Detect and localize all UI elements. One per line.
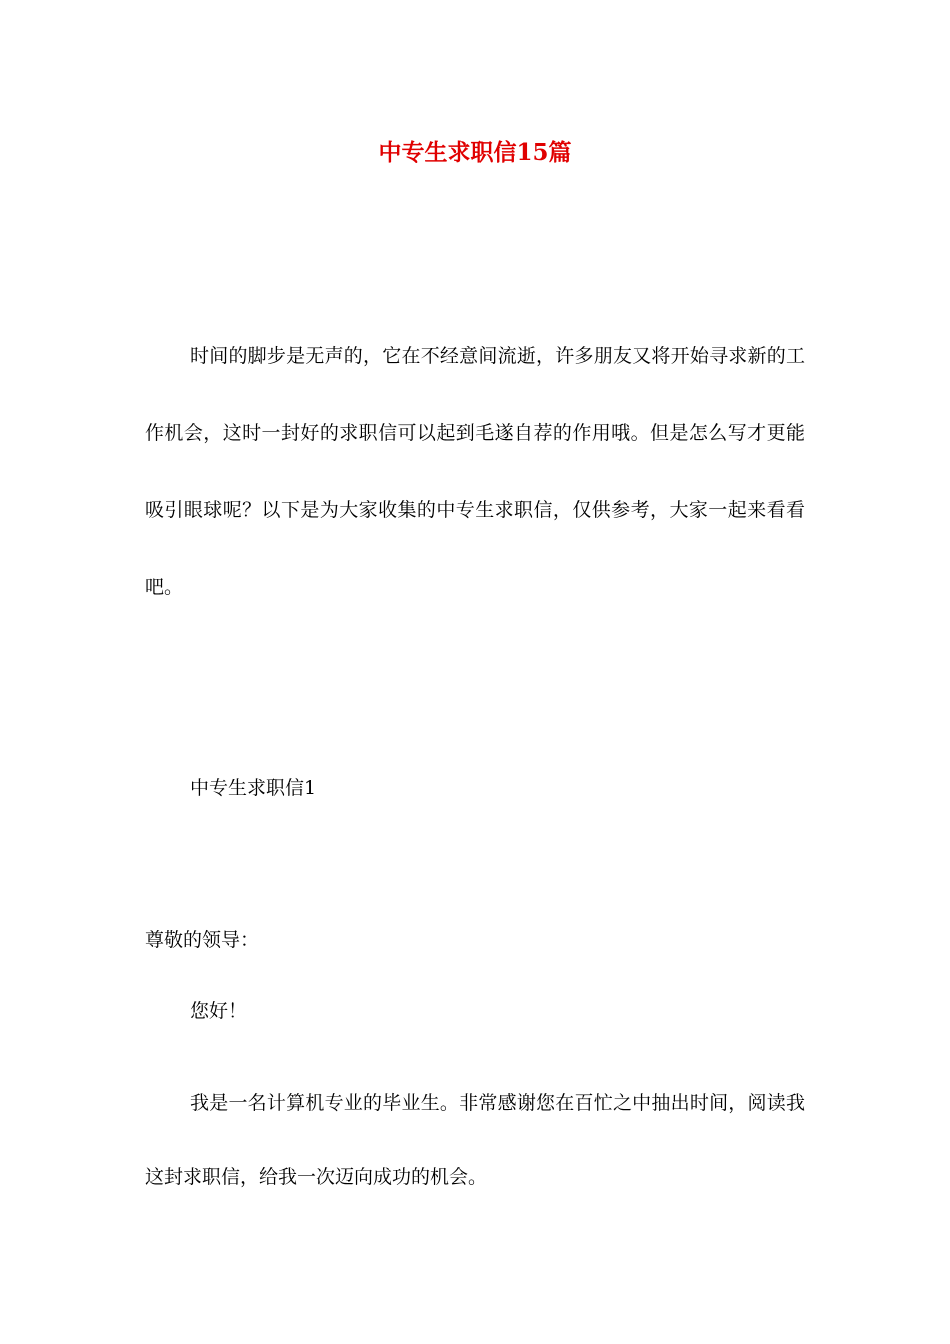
document-title: 中专生求职信15篇	[378, 139, 572, 166]
body-paragraph: 我是一名计算机专业的毕业生。非常感谢您在百忙之中抽出时间，阅读我这封求职信，给我一次迈向成功的机会。	[145, 1092, 805, 1188]
salutation-line: 尊敬的领导：	[145, 929, 260, 951]
greeting-line: 您好！	[190, 1000, 248, 1022]
intro-paragraph: 时间的脚步是无声的，它在不经意间流逝，许多朋友又将开始寻求新的工作机会，这时一封好的求职信可以起到毛遂自荐的作用哦。但是怎么写才更能吸引眼球呢？以下是为大家收集的中专生求职信，仅供参考，大家一起来看看吧。	[145, 345, 805, 598]
section-heading: 中专生求职信1	[190, 777, 317, 799]
